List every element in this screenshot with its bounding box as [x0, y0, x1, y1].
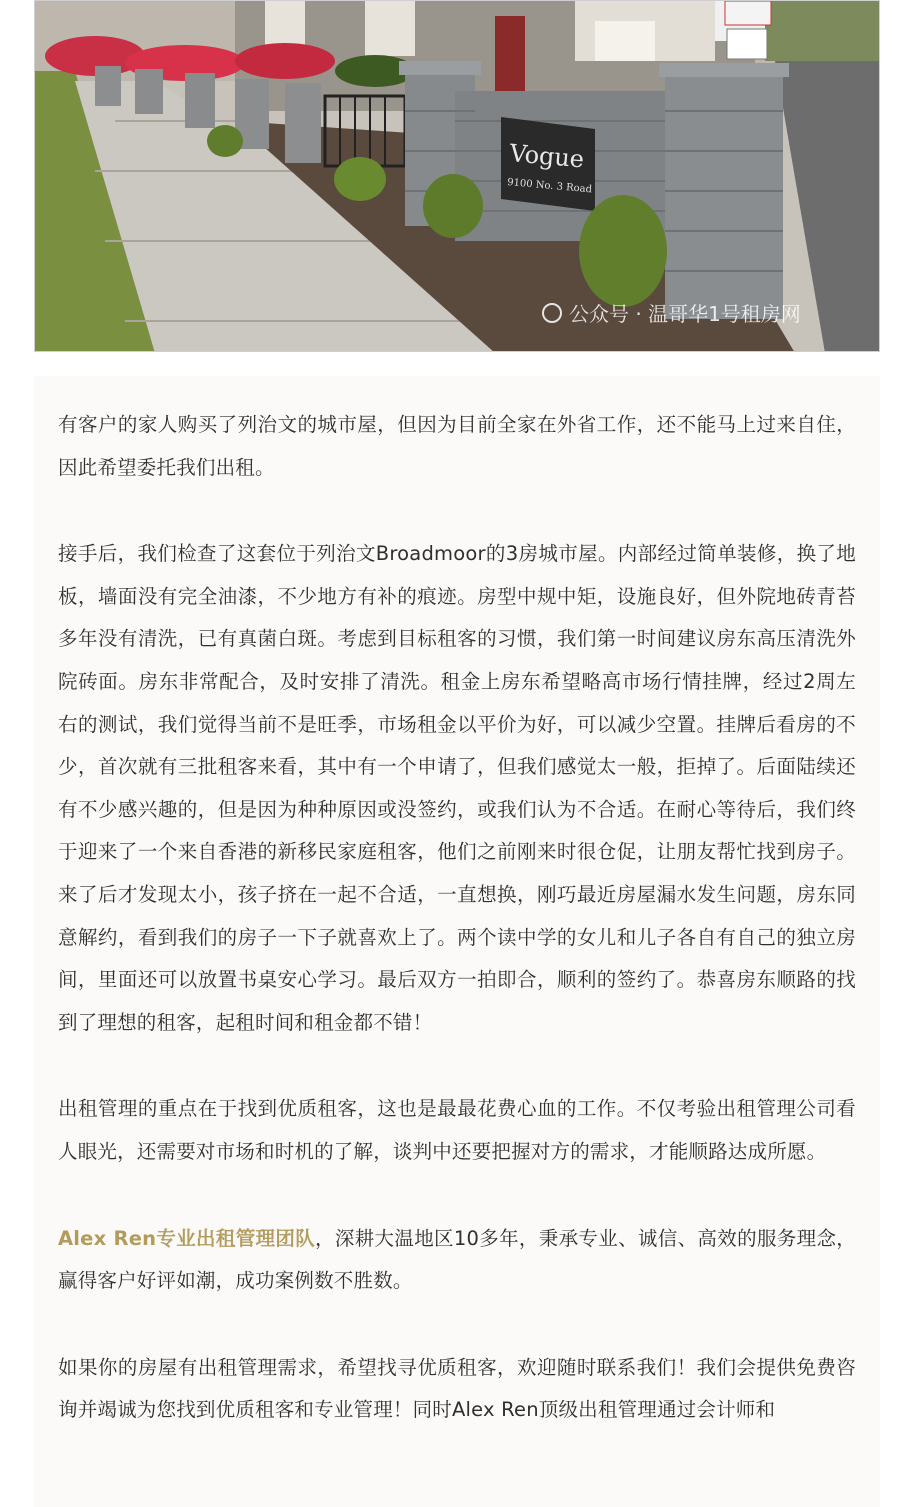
article-body	[34, 376, 880, 1507]
paragraph-intro: 有客户的家人购买了列治文的城市屋，但因为目前全家在外省工作，还不能马上过来自住，因此希望委托我们出租。	[58, 413, 856, 479]
brand-team-name: Alex Ren专业出租管理团队	[58, 1226, 316, 1250]
article-photo	[34, 0, 880, 352]
team-description: ，深耕大温地区10多年，秉承专业、诚信、高效的服务理念，赢得客户好评如潮，成功案例数不胜数。	[58, 1226, 856, 1293]
paragraph-team	[58, 1218, 856, 1303]
svg-text:9100 No. 3 Road: 9100 No. 3 Road	[506, 177, 593, 196]
svg-text:Vogue: Vogue	[508, 139, 586, 174]
watermark	[543, 302, 801, 326]
red-door	[495, 16, 525, 91]
paragraph-story: 接手后，我们检查了这套位于列治文Broadmoor的3房城市屋。内部经过简单装修，换了地板，墙面没有完全油漆，不少地方有补的痕迹。房型中规中矩，设施良好，但外院地砖青苔多年没有清洗，已有真菌白斑。考虑到目标租客的习惯，我们第一时间建议房东高压清洗外院砖面。房东非常配合，及时安排了清洗。租金上房东希望略高市场行情挂牌，经过2周左右的测试，我们觉得当前不是旺季，市场租金以平价为好，可以减少空置。挂牌后看房的不少，首次就有三批租客来看，其中有一个申请了，但我们感觉太一般，拒掉了。后面陆续还有不少感兴趣的，但是因为种种原因或没签约，或我们认为不合适。在耐心等待后，我们终于迎来了一个来自香港的新移民家庭租客，他们之前刚来时很仓促，让朋友帮忙找到房子。来了后才发现太小，孩子挤在一起不合适，一直想换，刚巧最近房屋漏水发生问题，房东同意解约，看到我们的房子一下子就喜欢上了。两个读中学的女儿和儿子各自有自己的独立房间，里面还可以放置书桌安心学习。最后双方一拍即合，顺利的签约了。恭喜房东顺路的找到了理想的租客，起租时间和租金都不错！	[58, 542, 856, 1034]
paragraph-management-focus: 出租管理的重点在于找到优质租客，这也是最最花费心血的工作。不仅考验出租管理公司看人眼光，还需要对市场和时机的了解，谈判中还要把握对方的需求，才能顺路达成所愿。	[58, 1097, 856, 1163]
vogue-sign	[501, 117, 595, 211]
svg-text:公众号 · 温哥华1号租房网: 公众号 · 温哥华1号租房网	[569, 302, 801, 326]
townhouse-photo-illustration	[35, 1, 880, 352]
paragraph-contact: 如果你的房屋有出租管理需求，希望找寻优质租客，欢迎随时联系我们！我们会提供免费咨询并竭诚为您找到优质租客和专业管理！同时Alex Ren顶级出租管理通过会计师和	[58, 1355, 856, 1422]
